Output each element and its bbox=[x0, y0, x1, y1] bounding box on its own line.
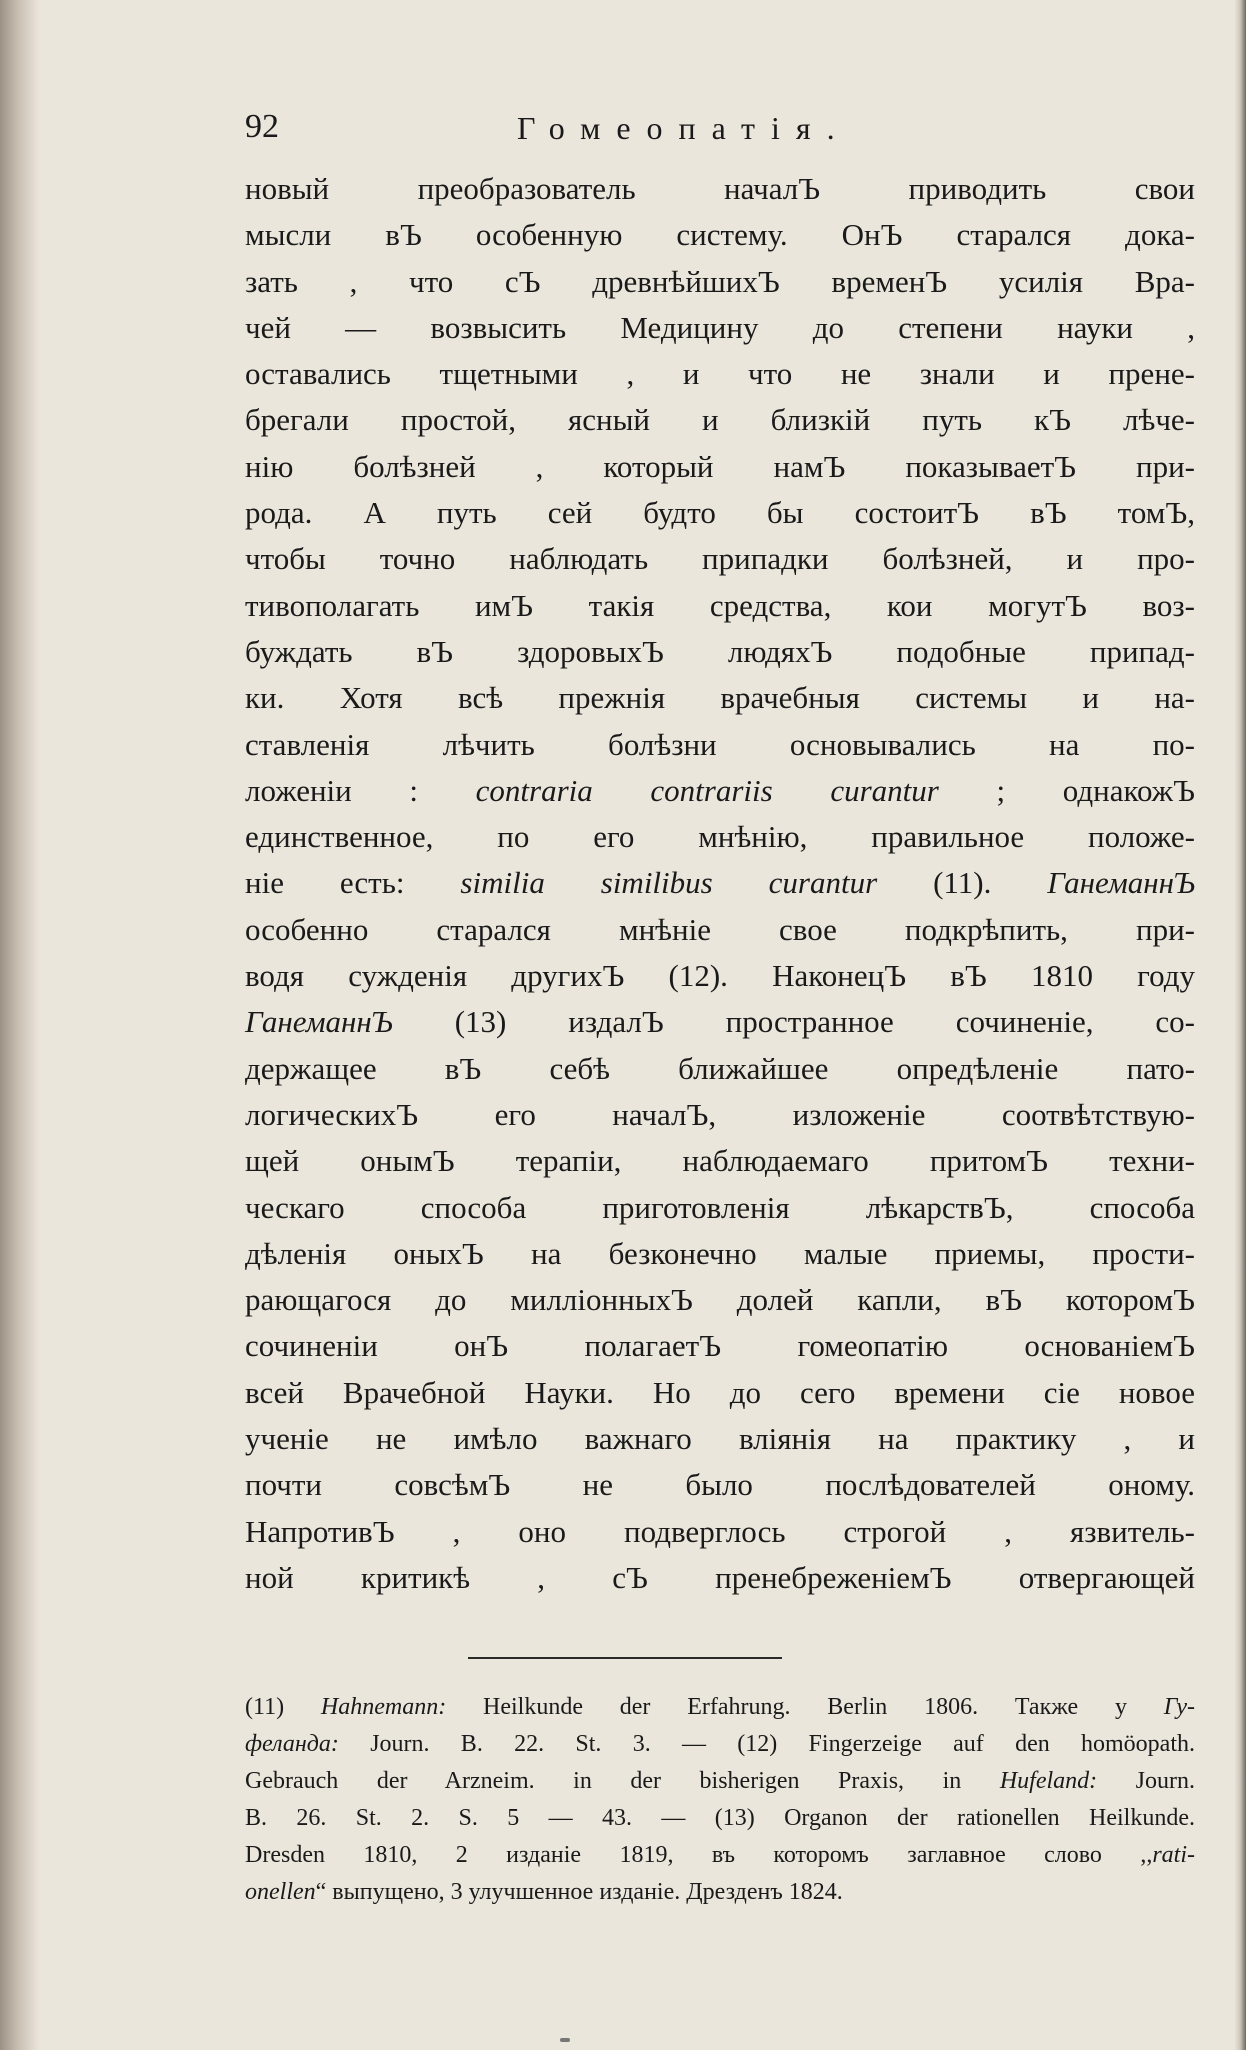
text-line: нію болѣзней , который намЪ показываетЪ при- bbox=[245, 448, 1195, 484]
author-name: Hahnemann: bbox=[320, 1694, 447, 1720]
footnote-line bbox=[245, 1800, 1195, 1837]
author-name: ГанеманнЪ bbox=[245, 1004, 393, 1040]
line-tail: ; однакожЪ bbox=[996, 772, 1195, 808]
text-line: мысли вЪ особенную систему. ОнЪ старался дока- bbox=[245, 217, 1195, 253]
page-header bbox=[245, 108, 1195, 152]
author-name: Гу- bbox=[1163, 1694, 1196, 1720]
text-line: ческаго способа приготовленія лѣкарствЪ, способа bbox=[245, 1189, 1195, 1225]
text-line: буждать вЪ здоровыхЪ людяхЪ подобные припад- bbox=[245, 633, 1195, 669]
text-line: держащее вЪ себѣ ближайшее опредѣленіе пато- bbox=[245, 1050, 1195, 1086]
footnote-text: B. 26. St. 2. S. 5 — 43. — (13) Organon der rationellen Heilkunde. bbox=[245, 1805, 1195, 1831]
text-line: всей Врачебной Науки. Но до сего времени сіе новое bbox=[245, 1374, 1195, 1410]
italic-word: rati- bbox=[1152, 1842, 1195, 1868]
text-line: рода. А путь сей будто бы состоитЪ вЪ томЪ, bbox=[245, 495, 1195, 531]
page-number: 92 bbox=[245, 108, 279, 145]
author-name: Hufeland: bbox=[999, 1768, 1098, 1794]
line-text: ложеніи : bbox=[245, 772, 419, 808]
footnote-text: “ выпущено, 3 улучшенное изданіе. Дрезденъ 1824. bbox=[315, 1879, 843, 1905]
footnote-line bbox=[245, 1763, 1195, 1800]
italic-word: onellen bbox=[245, 1879, 316, 1905]
main-text-block bbox=[245, 166, 1195, 1601]
footnote-line bbox=[245, 1837, 1195, 1874]
text-line: дѣленія оныхЪ на безконечно малые приемы, прости- bbox=[245, 1235, 1195, 1271]
text-line: особенно старался мнѣніе свое подкрѣпить, при- bbox=[245, 911, 1195, 947]
author-name: феланда: bbox=[245, 1731, 339, 1757]
text-line: единственное, по его мнѣнію, правильное положе- bbox=[245, 819, 1195, 855]
text-line: рающагося до милліонныхЪ долей капли, вЪ которомЪ bbox=[245, 1282, 1195, 1318]
text-line: НапротивЪ , оно подверглось строгой , язвитель- bbox=[245, 1513, 1195, 1549]
text-line: щей онымЪ терапіи, наблюдаемаго притомЪ техни- bbox=[245, 1143, 1195, 1179]
text-line: логическихЪ его началЪ, изложеніе соотвѣтствую- bbox=[245, 1096, 1195, 1132]
text-line-with-latin bbox=[245, 860, 1195, 906]
footnote-text: Gebrauch der Arzneim. in der bisherigen Praxis, in bbox=[245, 1768, 962, 1794]
text-line-with-latin bbox=[245, 768, 1195, 814]
footnote-separator-rule bbox=[468, 1657, 782, 1659]
line-text: ніе есть: bbox=[245, 865, 405, 901]
page-right-edge-shadow bbox=[1234, 0, 1246, 2050]
text-line: ной критикѣ , сЪ пренебреженіемЪ отвергающей bbox=[245, 1559, 1195, 1595]
text-line: тивополагать имЪ такія средства, кои могутЪ воз- bbox=[245, 587, 1195, 623]
text-line-with-name bbox=[245, 999, 1195, 1045]
print-mark bbox=[560, 2038, 570, 2042]
text-line: ставленія лѣчить болѣзни основывались на по- bbox=[245, 726, 1195, 762]
footnotes-block bbox=[245, 1689, 1195, 1911]
author-name: ГанеманнЪ bbox=[1047, 865, 1196, 901]
footnote-line bbox=[245, 1874, 1195, 1911]
footnote-text: Dresden 1810, 2 изданіе 1819, въ которомъ заглавное слово ,, bbox=[245, 1842, 1153, 1868]
footnote-number: (11) bbox=[245, 1694, 285, 1720]
text-line: сочиненіи онЪ полагаетЪ гомеопатію основаніемЪ bbox=[245, 1328, 1195, 1364]
text-line: оставались тщетными , и что не знали и прене- bbox=[245, 356, 1195, 392]
page-left-edge-shadow bbox=[0, 0, 40, 2050]
latin-phrase: similia similibus curantur bbox=[460, 865, 878, 901]
text-line: почти совсѣмЪ не было послѣдователей оному. bbox=[245, 1467, 1195, 1503]
footnote-text: Journ. bbox=[1135, 1768, 1196, 1794]
footnote-text: Heilkunde der Erfahrung. Berlin 1806. Также у bbox=[483, 1694, 1127, 1720]
text-line: водя сужденія другихЪ (12). НаконецЪ вЪ 1810 году bbox=[245, 958, 1195, 994]
running-title: Гомеопатія. bbox=[517, 110, 851, 146]
footnote-line bbox=[245, 1689, 1195, 1726]
line-tail: (13) издалЪ пространное сочиненіе, со- bbox=[454, 1004, 1195, 1040]
footnote-line bbox=[245, 1726, 1195, 1763]
latin-phrase: contraria contrariis curantur bbox=[475, 772, 939, 808]
footnote-ref: (11). bbox=[933, 865, 992, 901]
text-line: ки. Хотя всѣ прежнія врачебныя системы и на- bbox=[245, 680, 1195, 716]
text-line: новый преобразователь началЪ приводить свои bbox=[245, 171, 1195, 206]
text-line: чей — возвысить Медицину до степени науки , bbox=[245, 309, 1195, 345]
text-line: чтобы точно наблюдать припадки болѣзней, и про- bbox=[245, 541, 1195, 577]
footnote-text: Journ. B. 22. St. 3. — (12) Fingerzeige auf den homöopath. bbox=[370, 1731, 1195, 1757]
text-line: ученіе не имѣло важнаго вліянія на практику , и bbox=[245, 1421, 1195, 1457]
text-line: зать , что сЪ древнѣйшихЪ временЪ усилія Вра- bbox=[245, 263, 1195, 299]
text-line: брегали простой, ясный и близкій путь кЪ лѣче- bbox=[245, 402, 1195, 438]
